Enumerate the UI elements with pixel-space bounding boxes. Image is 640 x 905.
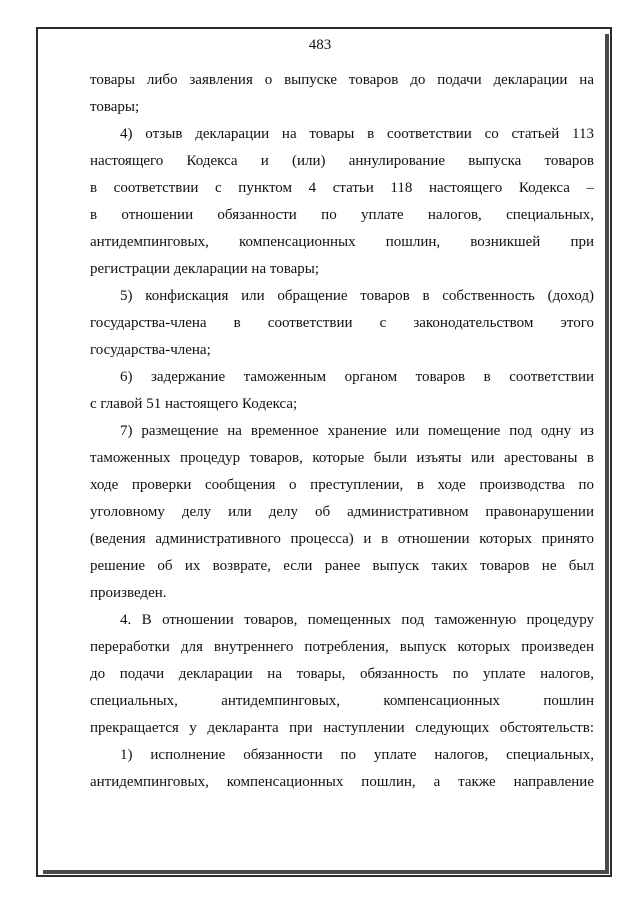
text-line: прекращается у декларанта при наступлении следующих обстоятельств: — [90, 720, 594, 736]
text-line: до подачи декларации на товары, обязанность по уплате налогов, — [90, 666, 594, 682]
text-line: ходе проверки сообщения о преступлении, в ходе производства по — [90, 477, 594, 493]
text-line: 5) конфискация или обращение товаров в собственность (доход) — [120, 288, 594, 304]
text-line: настоящего Кодекса и (или) аннулирование выпуска товаров — [90, 153, 594, 169]
text-line: в соответствии с пунктом 4 статьи 118 настоящего Кодекса – — [90, 180, 594, 196]
text-line: переработки для внутреннего потребления, выпуск которых произведен — [90, 639, 594, 655]
text-line: товары; — [90, 99, 140, 115]
text-line: в отношении обязанности по уплате налогов, специальных, — [90, 207, 594, 223]
text-line: 6) задержание таможенным органом товаров в соответствии — [120, 369, 594, 385]
text-line: 7) размещение на временное хранение или помещение под одну из — [120, 423, 594, 439]
text-line: решение об их возврате, если ранее выпуск таких товаров не был — [90, 558, 594, 574]
text-line: уголовному делу или делу об административном правонарушении — [90, 504, 594, 520]
text-line: 1) исполнение обязанности по уплате налогов, специальных, — [120, 747, 594, 763]
text-line: с главой 51 настоящего Кодекса; — [90, 396, 298, 412]
text-line: специальных, антидемпинговых, компенсационных пошлин — [90, 693, 594, 709]
text-line: 4) отзыв декларации на товары в соответствии со статьей 113 — [120, 126, 594, 142]
document-body — [90, 67, 594, 796]
text-line: 4. В отношении товаров, помещенных под таможенную процедуру — [120, 612, 594, 628]
text-line: произведен. — [90, 585, 167, 601]
text-line: (ведения административного процесса) и в отношении которых принято — [90, 531, 594, 547]
page-number: 483 — [308, 37, 332, 53]
text-line: товары либо заявления о выпуске товаров до подачи декларации на — [90, 72, 594, 88]
text-line: антидемпинговых, компенсационных пошлин, а также направление — [90, 774, 594, 790]
text-line: регистрации декларации на товары; — [90, 261, 320, 277]
text-line: государства-члена; — [90, 342, 211, 358]
text-line: антидемпинговых, компенсационных пошлин, возникшей при — [90, 234, 594, 250]
text-line: таможенных процедур товаров, которые были изъяты или арестованы в — [90, 450, 594, 466]
text-line: государства-члена в соответствии с законодательством этого — [90, 315, 594, 331]
